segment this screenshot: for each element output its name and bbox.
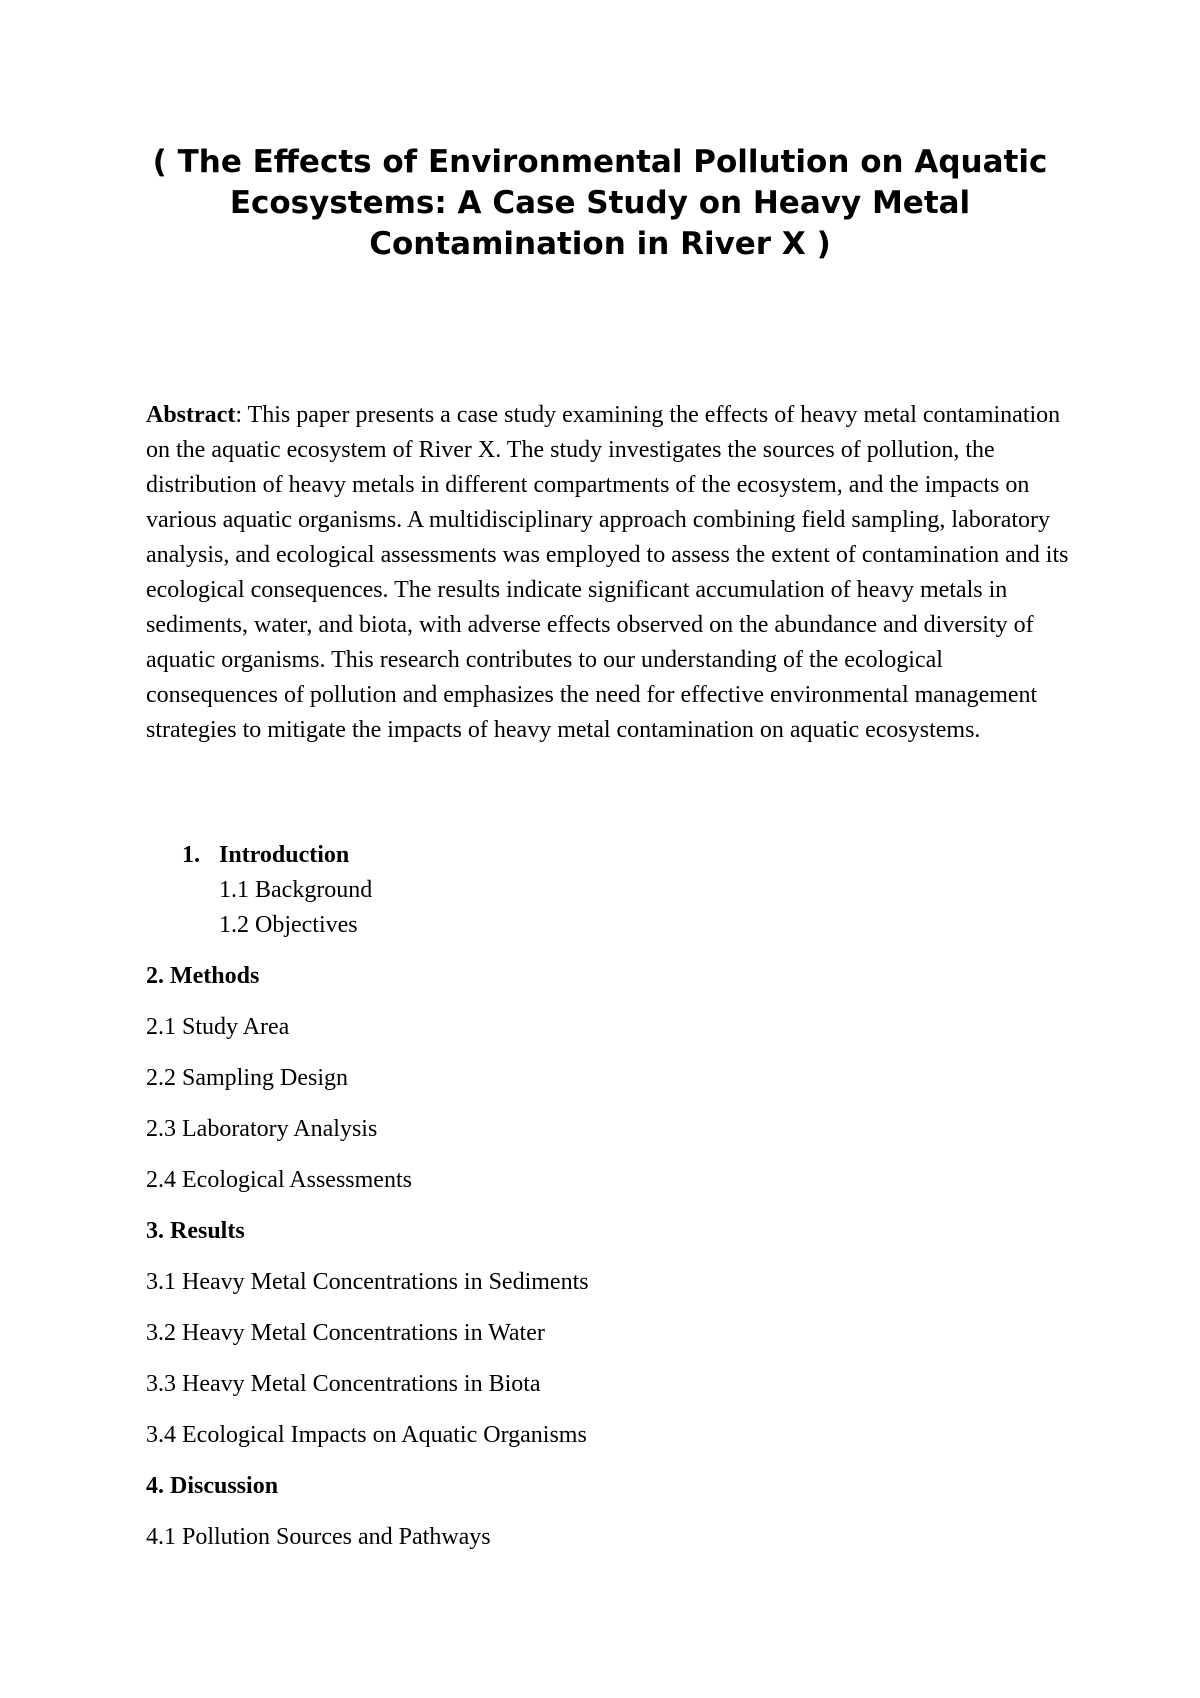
subsection-item: 2.3 Laboratory Analysis xyxy=(146,1116,378,1142)
subsection-item: 3.3 Heavy Metal Concentrations in Biota xyxy=(146,1371,541,1397)
document-title: ( The Effects of Environmental Pollution on Aquatic Ecosystems: A Case Study on Heavy Metal Contamination in River X ) xyxy=(152,144,1048,262)
section-outline xyxy=(146,838,1076,1555)
subsection-item: 3.2 Heavy Metal Concentrations in Water xyxy=(146,1320,545,1346)
section-heading: 2. Methods xyxy=(146,963,260,989)
subsection-item: 3.4 Ecological Impacts on Aquatic Organisms xyxy=(146,1422,587,1448)
section-heading: 3. Results xyxy=(146,1218,245,1244)
subsection-item: 2.4 Ecological Assessments xyxy=(146,1167,412,1193)
introduction-section xyxy=(182,838,1076,943)
subsection-item: 3.1 Heavy Metal Concentrations in Sediments xyxy=(146,1269,589,1295)
introduction-heading xyxy=(182,838,1076,873)
subsection-item: 1.1 Background xyxy=(219,877,373,903)
subsection-item: 4.1 Pollution Sources and Pathways xyxy=(146,1524,491,1550)
subsection-item: 1.2 Objectives xyxy=(219,912,358,938)
introduction-title: Introduction xyxy=(219,842,350,868)
section-heading: 4. Discussion xyxy=(146,1473,279,1499)
abstract-text: : This paper presents a case study examining the effects of heavy metal contamination on the aquatic ecosystem of River X. The study investigates the sources of pollution, the distribution of heavy metals in different compartments of the ecosystem, and the impacts on various aquatic organisms. A multidisciplinary approach combining field sampling, laboratory analysis, and ecological assessments was employed to assess the extent of contamination and its ecological consequences. The results indicate significant accumulation of heavy metals in sediments, water, and biota, with adverse effects observed on the abundance and diversity of aquatic organisms. This research contributes to our understanding of the ecological consequences of pollution and emphasizes the need for effective environmental management strategies to mitigate the impacts of heavy metal contamination on aquatic ecosystems. xyxy=(146,402,1069,743)
abstract-paragraph xyxy=(146,398,1076,748)
outline-list xyxy=(146,959,1076,1555)
abstract-label: Abstract xyxy=(146,402,236,428)
subsection-item: 2.1 Study Area xyxy=(146,1014,290,1040)
subsection-item: 2.2 Sampling Design xyxy=(146,1065,348,1091)
introduction-number: 1. xyxy=(182,842,200,868)
